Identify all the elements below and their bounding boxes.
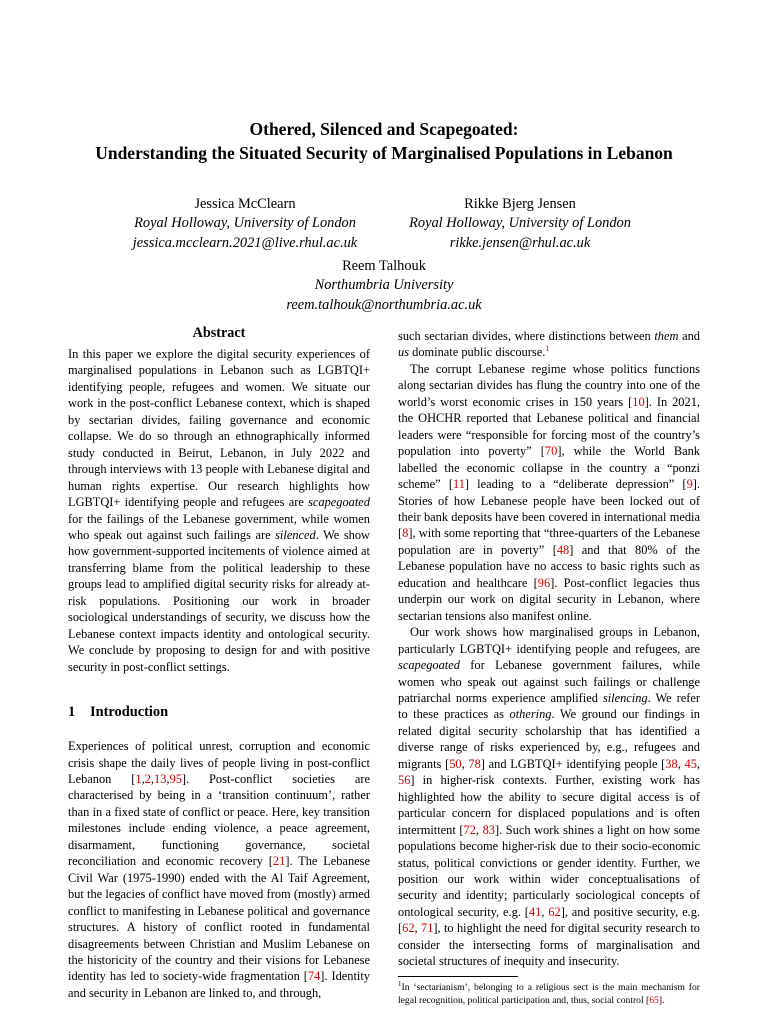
emphasis: silenced — [275, 527, 316, 542]
citation-link[interactable]: 45 — [684, 756, 697, 771]
citation-link[interactable]: 83 — [482, 822, 495, 837]
author-affiliation: Royal Holloway, University of London — [409, 215, 631, 232]
abstract-text — [68, 346, 370, 675]
emphasis: us — [398, 345, 410, 360]
text-run: . We refer to these practices as — [398, 690, 700, 722]
citation-link[interactable]: 72 — [463, 822, 476, 837]
text-run: ]. Post-conflict legacies thus underpin our work on digital security in Lebanon, where sectarian tensions also manifest online. — [398, 575, 700, 623]
text-run: for Lebanese government failures, while women who speak out against such failings or challenge patriarchal norms experience amplified — [398, 658, 700, 705]
author-email: reem.talhouk@northumbria.ac.uk — [286, 296, 482, 313]
citation-link[interactable]: 62 — [548, 904, 561, 919]
text-run: ]. — [658, 994, 665, 1006]
citation-link[interactable]: 70 — [544, 444, 558, 459]
text-run: . We ground our findings in related digital security scholarship that has identified a diverse range of risks experienced by, e.g., refugees and migrants [ — [398, 707, 701, 771]
sep: , — [150, 771, 155, 786]
footnote-number: 1 — [398, 979, 402, 988]
text-run: In this paper we explore the digital security experiences of marginalised populations in Lebanon such as LGBTQI+ identifying people, refugees and women. We situate our work in the post-conflict Lebanese context, which is shaped by sectarian divides, failing governance and economic collapse. We do so through an ethnographically informed study conducted in Beirut, Lebanon, in July 2022 and through interviews with 13 people with Lebanese digital and human rights expertise. Our research highlights how LGBTQI+ identifying people and refugees are — [68, 347, 370, 510]
text-run: ], and positive security, e.g. [ — [398, 904, 700, 936]
footnote-marker[interactable]: 1 — [545, 344, 550, 354]
title-line-1: Othered, Silenced and Scapegoated: — [249, 119, 519, 139]
paragraph-our-work — [398, 624, 700, 970]
emphasis: scapegoated — [308, 495, 370, 510]
text-run: dominate public discourse. — [409, 345, 546, 360]
citation-link[interactable]: 78 — [468, 756, 481, 771]
sep: , — [461, 756, 469, 771]
citation-link[interactable]: 50 — [449, 756, 462, 771]
citation-link[interactable]: 62 — [402, 921, 415, 936]
emphasis: them — [654, 329, 679, 343]
citation-link[interactable]: 1 — [135, 771, 142, 786]
text-run: and — [678, 329, 700, 343]
left-column — [68, 324, 370, 1001]
citation-link[interactable]: 95 — [169, 771, 182, 786]
citation-link[interactable]: 10 — [632, 394, 645, 409]
text-run: ]. Identity and security in Lebanon are linked to, and through, — [68, 969, 370, 1000]
author-name: Jessica McClearn — [194, 196, 296, 212]
citation-link[interactable]: 41 — [528, 904, 542, 919]
citation-link[interactable]: 96 — [537, 575, 551, 590]
citation-link[interactable]: 11 — [452, 477, 465, 492]
citation-link[interactable]: 71 — [421, 921, 434, 936]
sep: , — [541, 904, 549, 919]
text-run: ]. Such work shines a light on how some populations become higher-risk due to their socio-economic status, political convictions or gender identity. Further, we position our work within wider conceptualisations of security and identity; particularly sociological concepts of ontological security, e.g. [ — [398, 822, 700, 919]
citation-link[interactable]: 2 — [144, 771, 151, 786]
author-block — [90, 195, 400, 253]
sep: , — [475, 822, 483, 837]
citation-link[interactable]: 21 — [272, 854, 286, 869]
text-run: ]. In 2021, the OHCHR reported that Lebanese political and financial leaders were “responsible for forcing most of the country’s population into poverty” [ — [398, 394, 700, 459]
text-run: such sectarian divides, where distinctions between — [398, 329, 655, 343]
citation-link[interactable]: 8 — [402, 526, 409, 541]
emphasis: scapegoated — [398, 658, 460, 673]
text-run: Our work shows how marginalised groups in Lebanon, particularly LGBTQI+ identifying people and refugees, are — [398, 625, 700, 656]
author-affiliation: Northumbria University — [314, 277, 454, 294]
section-number: 1 — [68, 704, 76, 721]
text-run: ] leading to a “deliberate depression” [ — [464, 477, 687, 492]
emphasis: silencing — [602, 690, 648, 705]
emphasis: othering — [509, 707, 552, 722]
text-run: ] and LGBTQI+ identifying people [ — [480, 756, 666, 771]
text-run: . We show how government-supported incitements of violence aimed at transferring blame from the political leadership to these groups lead to amplified digital security risks for already at-risk populations. Positioning our work in broader sociological understandings of security, we discuss how the Lebanese context impacts identity and ontological security. We conclude by proposing to design for and with positive security in post-conflict settings. — [68, 527, 370, 674]
intro-paragraph — [68, 738, 370, 1001]
author-name: Rikke Bjerg Jensen — [464, 196, 576, 212]
text-run: ]. Post-conflict societies are characterised by being in a ‘transition continuum’, rather than in a fixed state of conflict or peace. Here, key transition milestones include ending violence, a peace agreement, disarmament, functioning governance, societal reconciliation and economic recovery [ — [68, 771, 370, 869]
citation-link[interactable]: 65 — [649, 994, 659, 1006]
text-run: ]. Stories of how Lebanese people have been locked out of their bank deposits have been covered in international media [ — [398, 477, 700, 541]
sep: , — [414, 921, 421, 936]
section-title: Introduction — [90, 704, 169, 721]
text-run: ], to highlight the need for digital security research to consider the intersecting forms of marginalisation and societal structures of inequity and insecurity. — [398, 921, 700, 969]
sep: , — [166, 771, 170, 786]
author-email: rikke.jensen@rhul.ac.uk — [449, 234, 591, 251]
text-run: Experiences of political unrest, corruption and economic crisis shape the daily lives of people living in post-conflict Lebanon [ — [68, 739, 370, 786]
text-run: ], with some reporting that “three-quarters of the Lebanese population are in poverty” [ — [398, 526, 700, 557]
paper-title — [0, 117, 768, 165]
footnote-divider — [398, 976, 518, 977]
author-affiliation: Royal Holloway, University of London — [134, 215, 356, 232]
citation-link[interactable]: 74 — [307, 969, 321, 984]
text-run: ]. The Lebanese Civil War (1975-1990) ended with the Al Taif Agreement, but the legacies of conflict have moved from (mostly) armed conflict to manifesting in Lebanese political and governance structures. A history of conflict rooted in fundamental disagreements between Christian and Muslim Lebanese on the historicity of the country and their visions for Lebanese identity has led to society-wide fragmentation [ — [68, 854, 370, 984]
paragraph-continuation — [398, 328, 700, 361]
text-run: ] and that 80% of the Lebanese population have no access to basic rights such as education and healthcare [ — [398, 542, 700, 590]
sep: , — [677, 756, 685, 771]
sep: , — [696, 756, 700, 771]
section-heading-introduction — [68, 703, 370, 721]
text-run: for the failings of the Lebanese government, while women who speak out against such failings are — [68, 511, 370, 542]
citation-link[interactable]: 38 — [665, 756, 678, 771]
abstract-heading: Abstract — [192, 325, 246, 341]
text-run: In ‘sectarianism’, belonging to a religious sect is the main mechanism for legal recognition, political participation and, thus, social control [ — [398, 981, 700, 1006]
citation-link[interactable]: 13 — [154, 771, 167, 786]
author-block — [370, 195, 670, 253]
citation-link[interactable]: 48 — [556, 542, 570, 557]
paragraph-economic-crisis — [398, 361, 700, 624]
footnote — [398, 981, 700, 1007]
text-run: ] in higher-risk contexts. Further, existing work has highlighted how the ability to secure digital access is of particular concern for displaced populations and is often intermittent [ — [398, 773, 700, 837]
author-name: Reem Talhouk — [342, 258, 426, 274]
title-line-2: Understanding the Situated Security of Marginalised Populations in Lebanon — [95, 143, 673, 163]
citation-link[interactable]: 56 — [398, 773, 411, 788]
author-block — [230, 257, 538, 315]
text-run: ], while the World Bank labelled the economic collapse in the country a “ponzi scheme” [ — [398, 444, 701, 492]
text-run: The corrupt Lebanese regime whose politics functions along sectarian divides has flung the country into one of the world’s worst economic crises in 150 years [ — [398, 361, 700, 409]
author-email: jessica.mcclearn.2021@live.rhul.ac.uk — [132, 234, 358, 251]
right-column — [398, 328, 700, 1007]
citation-link[interactable]: 9 — [686, 477, 693, 492]
sep: , — [141, 771, 145, 786]
